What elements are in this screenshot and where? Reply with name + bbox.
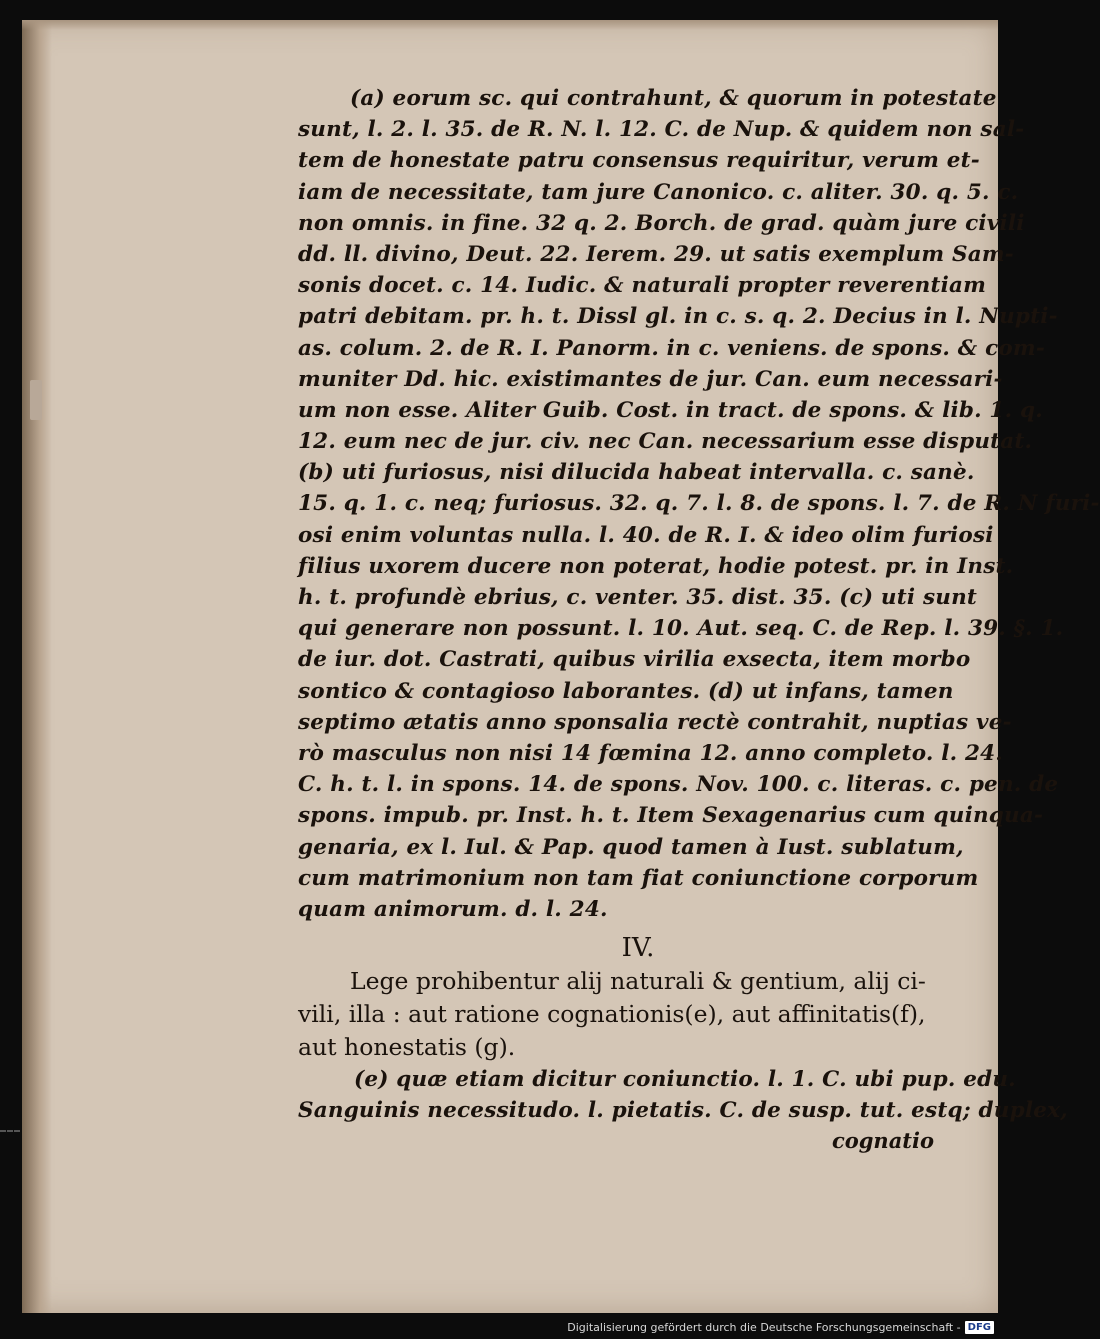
text-line: sontico & contagioso laborantes. (d) ut infans, tamen: [298, 678, 954, 704]
catchword: cognatio: [831, 1128, 934, 1154]
digitization-credit: [567, 1319, 994, 1335]
text-line: Lege prohibentur alij naturali & gentium, alij ci-: [350, 967, 926, 996]
section-heading: IV.: [621, 933, 655, 964]
page-top-edge: [22, 20, 998, 30]
text-line: genaria, ex l. Iul. & Pap. quod tamen à Iust. sublatum,: [298, 834, 964, 860]
text-line: osi enim voluntas nulla. l. 40. de R. I. & ideo olim furiosi: [298, 522, 994, 548]
text-line: filius uxorem ducere non poterat, hodie potest. pr. in Inst.: [298, 553, 1014, 579]
binding-tab: [30, 380, 42, 420]
page-gutter-shadow: [22, 20, 52, 1313]
footnote-block-1: [298, 83, 1100, 925]
text-line: vili, illa : aut ratione cognationis(e), aut affinitatis(f),: [298, 1000, 926, 1029]
page-text: [298, 83, 1100, 1156]
text-line: (b) uti furiosus, nisi dilucida habeat intervalla. c. sanè.: [298, 460, 975, 486]
body-paragraph: [298, 965, 938, 1064]
footnote-block-2: [298, 1064, 1068, 1126]
text-line: 15. q. 1. c. neq; furiosus. 32. q. 7. l. 8. de spons. l. 7. de R. N furi-: [298, 491, 1100, 517]
text-line: sonis docet. c. 14. Iudic. & naturali propter reverentiam: [298, 273, 987, 299]
text-line: C. h. t. l. in spons. 14. de spons. Nov. 100. c. literas. c. pen. de: [298, 772, 1059, 798]
text-line: aut honestatis (g).: [298, 1033, 516, 1062]
text-line: de iur. dot. Castrati, quibus virilia exsecta, item morbo: [298, 647, 971, 673]
dfg-logo: DFG: [965, 1321, 994, 1334]
text-line: as. colum. 2. de R. I. Panorm. in c. veniens. de spons. & com-: [298, 335, 1045, 361]
text-line: tem de honestate patru consensus requiritur, verum et-: [298, 148, 980, 174]
text-line: iam de necessitate, tam jure Canonico. c. aliter. 30. q. 5. c.: [298, 179, 1019, 205]
text-line: septimo ætatis anno sponsalia rectè contrahit, nuptias ve-: [298, 709, 1012, 735]
text-line: rò masculus non nisi 14 fœmina 12. anno completo. l. 24.: [298, 740, 1003, 766]
text-line: Sanguinis necessitudo. l. pietatis. C. de susp. tut. estq; duplex,: [298, 1098, 1068, 1124]
text-line: quam animorum. d. l. 24.: [298, 896, 608, 922]
text-line: (a) eorum sc. qui contrahunt, & quorum in potestate: [350, 86, 997, 111]
credit-text: Digitalisierung gefördert durch die Deutsche Forschungsgemeinschaft -: [567, 1320, 961, 1334]
scan-margin-mark: [0, 1130, 20, 1134]
text-line: (e) quæ etiam dicitur coniunctio. l. 1. C. ubi pup. edu.: [354, 1067, 1016, 1093]
text-line: spons. impub. pr. Inst. h. t. Item Sexagenarius cum quinqua-: [298, 803, 1044, 829]
text-line: muniter Dd. hic. existimantes de jur. Can. eum necessari-: [298, 366, 1003, 392]
text-line: um non esse. Aliter Guib. Cost. in tract. de spons. & lib. 1. q.: [298, 397, 1043, 423]
text-line: 12. eum nec de jur. civ. nec Can. necessarium esse disputat.: [298, 429, 1033, 455]
text-line: non omnis. in fine. 32 q. 2. Borch. de grad. quàm jure civili: [298, 210, 1025, 236]
text-line: cum matrimonium non tam fiat coniunctione corporum: [298, 865, 979, 891]
text-line: dd. ll. divino, Deut. 22. Ierem. 29. ut satis exemplum Sam-: [298, 241, 1014, 267]
text-line: patri debitam. pr. h. t. Dissl gl. in c. s. q. 2. Decius in l. Nupti-: [298, 304, 1058, 330]
text-line: h. t. profundè ebrius, c. venter. 35. dist. 35. (c) uti sunt: [298, 585, 978, 610]
text-line: qui generare non possunt. l. 10. Aut. seq. C. de Rep. l. 39. §. 1.: [298, 616, 1064, 642]
text-line: sunt, l. 2. l. 35. de R. N. l. 12. C. de Nup. & quidem non sal-: [298, 117, 1025, 143]
